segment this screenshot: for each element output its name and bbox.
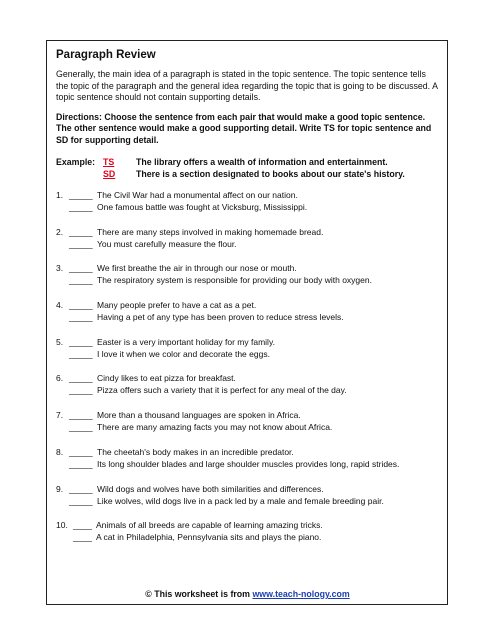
example-code: SD: [103, 169, 116, 179]
question-number: 2.: [56, 226, 64, 237]
sentence: One famous battle was fought at Vicksburg, Mississippi.: [97, 202, 308, 212]
sentence: You must carefully measure the flour.: [97, 238, 237, 249]
question-item-10: [56, 519, 438, 543]
answer-blank[interactable]: _____: [69, 446, 93, 457]
answer-blank[interactable]: _____: [69, 373, 93, 384]
number-spacer: [56, 384, 69, 396]
number-spacer: [56, 311, 69, 323]
answer-blank[interactable]: ____: [73, 532, 92, 543]
worksheet-title: Paragraph Review: [56, 49, 156, 61]
worksheet-content: [56, 48, 438, 556]
answer-blank[interactable]: _____: [69, 336, 93, 347]
answer-blank[interactable]: _____: [69, 410, 93, 421]
example-sentence: There is a section designated to books about our state's history.: [136, 169, 405, 179]
sentence: Pizza offers such a variety that it is perfect for any meal of the day.: [97, 385, 347, 396]
example-code: TS: [103, 157, 115, 167]
footer-link[interactable]: www.teach-nology.com: [252, 589, 350, 599]
answer-blank[interactable]: _____: [69, 300, 93, 311]
intro-paragraph: Generally, the main idea of a paragraph is stated in the topic sentence. The topic sentence tells the topic of the paragraph and the general idea regarding the topic that is going to be discussed. A topic sentence should not contain supporting details.: [56, 69, 438, 102]
sentence: There are many amazing facts you may not know about Africa.: [97, 422, 333, 433]
question-item-4: [56, 299, 438, 323]
answer-blank[interactable]: _____: [69, 238, 93, 249]
example-row: [56, 168, 438, 180]
question-item-7: [56, 409, 438, 433]
number-spacer: [56, 421, 69, 433]
answer-blank[interactable]: _____: [69, 458, 93, 469]
question-item-5: [56, 336, 438, 360]
answer-blank[interactable]: _____: [69, 483, 93, 494]
directions-paragraph: Directions: Choose the sentence from each pair that would make a good topic sentence. The other sentence would make a good supporting detail. Write TS for topic sentence and SD for supporting detail.: [56, 111, 432, 145]
question-number: 1.: [56, 190, 64, 200]
sentence: Having a pet of any type has been proven to reduce stress levels.: [97, 312, 344, 323]
number-spacer: [56, 274, 69, 286]
footer-credit: [0, 588, 495, 600]
example-code-cell: [103, 156, 136, 168]
sentence: We first breathe the air in through our nose or mouth.: [97, 263, 297, 274]
sentence: There are many steps involved in making homemade bread.: [97, 226, 324, 237]
example-code-cell: [103, 168, 136, 180]
example-label: Example:: [56, 157, 96, 167]
answer-blank[interactable]: _____: [69, 348, 93, 359]
number-spacer: [56, 531, 73, 543]
number-spacer: [56, 495, 69, 507]
sentence: Easter is a very important holiday for my family.: [97, 336, 275, 347]
question-item-1: [56, 189, 438, 213]
number-spacer: [56, 458, 69, 470]
sentence: The respiratory system is responsible for providing our body with oxygen.: [97, 275, 372, 286]
question-item-6: [56, 372, 438, 396]
question-item-2: [56, 226, 438, 250]
answer-blank[interactable]: _____: [69, 495, 93, 506]
example-label-spacer: [56, 168, 103, 180]
question-number: 3.: [56, 263, 64, 274]
example-sentence: The library offers a wealth of information and entertainment.: [136, 157, 388, 167]
answer-blank[interactable]: _____: [69, 190, 93, 200]
number-spacer: [56, 201, 69, 213]
question-item-3: [56, 262, 438, 286]
number-spacer: [56, 348, 69, 360]
sentence: Animals of all breeds are capable of learning amazing tricks.: [96, 520, 323, 531]
sentence: Its long shoulder blades and large shoulder muscles provides long, rapid strides.: [97, 458, 400, 469]
answer-blank[interactable]: _____: [69, 385, 93, 396]
answer-blank[interactable]: _____: [69, 202, 93, 212]
question-item-8: [56, 446, 438, 470]
example-block: [56, 156, 438, 180]
question-number: 9.: [56, 483, 64, 494]
question-list: [56, 189, 438, 543]
sentence: I love it when we color and decorate the eggs.: [97, 348, 270, 359]
question-number: 8.: [56, 446, 64, 457]
question-number: 4.: [56, 300, 64, 311]
question-number: 6.: [56, 373, 64, 384]
sentence: A cat in Philadelphia, Pennsylvania sits and plays the piano.: [96, 532, 322, 543]
sentence: The cheetah's body makes in an incredible predator.: [97, 446, 294, 457]
number-spacer: [56, 238, 69, 250]
answer-blank[interactable]: _____: [69, 312, 93, 323]
answer-blank[interactable]: _____: [69, 422, 93, 433]
sentence: Cindy likes to eat pizza for breakfast.: [97, 373, 236, 384]
sentence: More than a thousand languages are spoken in Africa.: [97, 410, 301, 421]
answer-blank[interactable]: _____: [69, 263, 93, 274]
question-number: 5.: [56, 336, 64, 347]
sentence: Like wolves, wild dogs live in a pack led by a male and female breeding pair.: [97, 495, 384, 506]
answer-blank[interactable]: _____: [69, 226, 93, 237]
question-number: 10.: [56, 520, 68, 531]
question-item-9: [56, 483, 438, 507]
question-number: 7.: [56, 410, 64, 421]
sentence: Wild dogs and wolves have both similarities and differences.: [97, 483, 324, 494]
sentence: The Civil War had a monumental affect on our nation.: [97, 190, 298, 200]
answer-blank[interactable]: ____: [73, 520, 92, 531]
sentence: Many people prefer to have a cat as a pet.: [97, 300, 257, 311]
example-row: [56, 156, 438, 168]
answer-blank[interactable]: _____: [69, 275, 93, 286]
footer-prefix: © This worksheet is from: [145, 589, 253, 599]
